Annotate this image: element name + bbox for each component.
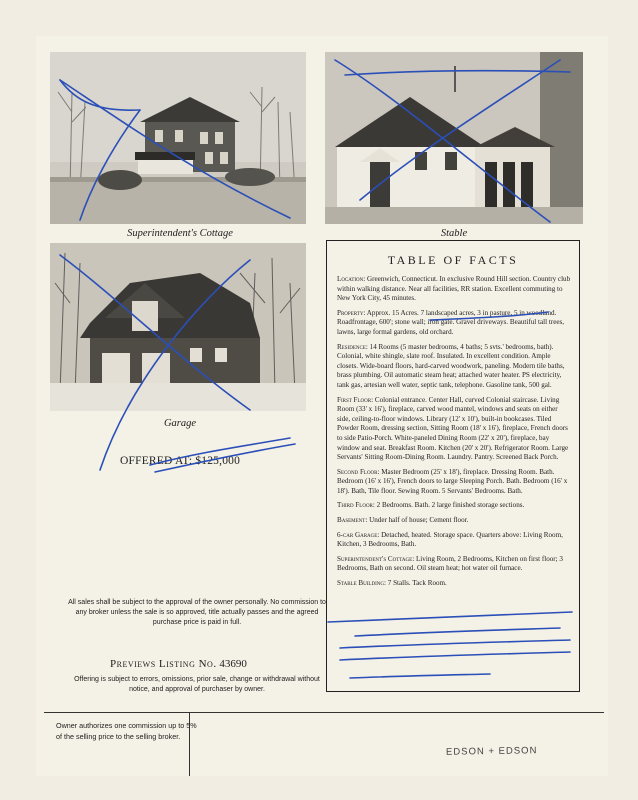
offered-price: OFFERED AT: $125,000 (120, 455, 241, 467)
listing-label: Previews Listing No. (110, 658, 217, 670)
fact-item: Property: Approx. 15 Acres. 7 landscaped acres, 3 in pasture, 5 in woodland. Roadfrontage, 600'; stone wall; iron gate. Gravel driveways. Beautiful tall trees, lawns, large formal gardens, old orchard. (337, 308, 565, 336)
garage-photo (50, 243, 306, 411)
offering-note: Offering is subject to errors, omissions, prior sale, change or withdrawal without notice, and approval of purchaser by owner. (74, 676, 320, 693)
fact-item: Basement: Under half of house; Cement floor. (337, 516, 469, 525)
fact-item: Superintendent's Cottage: Living Room, 2 Bedrooms, Kitchen on first floor; 3 Bedrooms, Bath on second. Oil steam heat; hot water oil furnace. (337, 554, 563, 573)
fact-item: Residence: 14 Rooms (5 master bedrooms, 4 baths; 5 svts.' bedrooms, bath). Colonial, white shingle, slate roof. Insulated. In excellent condition. Ample closets. Wide-board floors, hard-carved woodwork, paneling. Modern tile baths, brass plumbing. Oil automatic steam heat; attached water heater. PS electricity, tank gas, artesian well water, septic tank, telephone. Gasoline tank, 500 gal. (337, 342, 565, 389)
cottage-photo (50, 52, 306, 224)
fact-item: First Floor: Colonial entrance. Center Hall, curved Colonial staircase. Living Room (33' x 16'), fireplace, carved wood mantel, windows and seats on either side, ceiling-to-floor windows. Library (12' x 10'), built-in bookcases. Tiled Powder Room, dressing section, Sitting Room (18' x 16'), fireplace, French doors to side Patio-Porch. White-paneled Dining Room (22' x 20'), fireplace, bay window and seat. Breakfast Room. Kitchen (20' x 20'). Refrigerator Room. Large Servants' Sitting Room-Dining Room. Laundry. Pantry. Screened Back Porch. (337, 395, 569, 462)
stable-photo (325, 52, 583, 224)
fact-item: Third Floor: 2 Bedrooms. Bath. 2 large finished storage sections. (337, 501, 525, 510)
facts-list (337, 275, 571, 594)
listing-number (110, 658, 247, 670)
listing-value: 43690 (219, 658, 247, 670)
cottage-caption: Superintendent's Cottage (127, 228, 233, 239)
fact-item: Second Floor: Master Bedroom (25' x 18'), fireplace. Dressing Room. Bath. Bedroom (16' x 16'), French doors to large Sleeping Porch. Bath. Bedroom (16' x 18'). Bath, Tile floor. Sewing Room. 5 Servants' Bedrooms. Bath. (337, 467, 568, 495)
table-of-facts (326, 240, 580, 692)
garage-caption: Garage (163, 418, 197, 429)
broker-signature: EDSON + EDSON (445, 745, 538, 758)
commission-note: Owner authorizes one commission up to 5% of the selling price to the selling broker. (56, 721, 197, 741)
facts-title: TABLE OF FACTS (387, 253, 519, 267)
fact-item: Stable Building: 7 Stalls. Tack Room. (337, 579, 447, 588)
stable-caption: Stable (440, 228, 468, 239)
fact-item: Location: Greenwich, Connecticut. In exclusive Round Hill section. Country club within walking distance. Near all facilities, RR station. Excellent commuting to New York City, 45 minutes. (337, 275, 571, 303)
fact-item: 6-car Garage: Detached, heated. Storage space. Quarters above: Living Room, Kitchen, 3 Bedrooms, Bath. (337, 530, 563, 549)
sale-terms: All sales shall be subject to the approval of the owner personally. No commission to any broker unless the sale is so approved, title actually passes and the agreed purchase price is paid in full. (68, 599, 326, 626)
